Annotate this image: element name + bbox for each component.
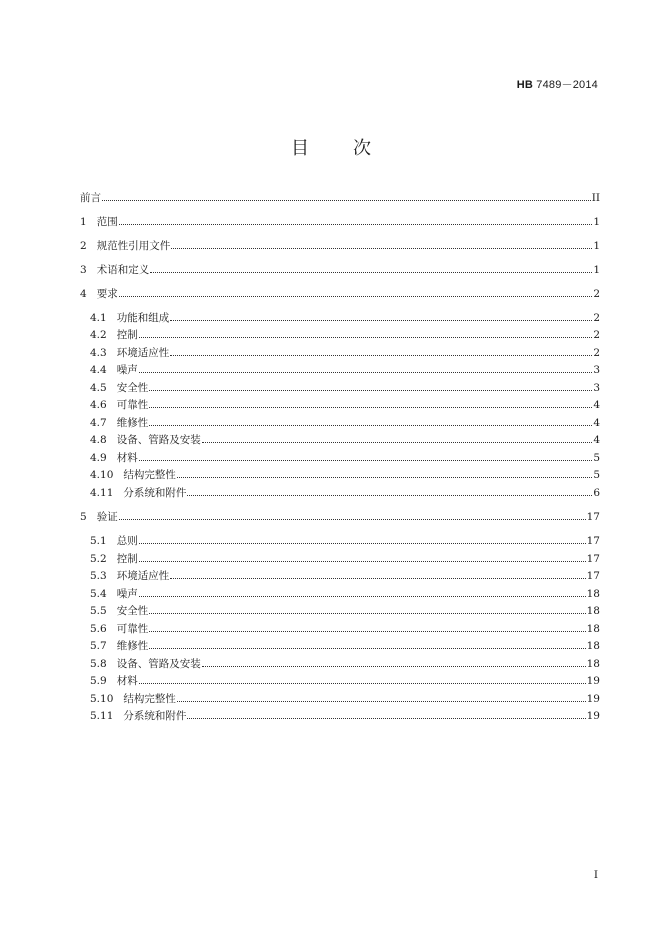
toc-label: 5.6 可靠性 (90, 623, 149, 635)
toc-page-number: 18 (586, 588, 600, 600)
toc-entry-4-7[interactable] (90, 415, 600, 429)
page-title (0, 134, 662, 160)
toc-page-number: 17 (586, 553, 600, 565)
toc-entry-4-9[interactable] (90, 450, 600, 464)
toc-leader (139, 460, 593, 461)
toc-label: 4.9 材料 (90, 452, 138, 464)
toc-page-number: 2 (593, 347, 600, 359)
toc-label: 5.1 总则 (90, 535, 138, 547)
toc-label: 5.2 控制 (90, 553, 138, 565)
toc-entry-5-4[interactable] (90, 586, 600, 600)
toc-entry-5-11[interactable] (90, 708, 600, 722)
toc-label: 4.6 可靠性 (90, 399, 149, 411)
toc-entry-2[interactable] (80, 238, 600, 252)
toc-page-number: 5 (593, 469, 600, 481)
toc-page-number: 5 (593, 452, 600, 464)
toc-page-number: 1 (593, 240, 600, 252)
toc-label: 1 范围 (80, 216, 118, 228)
toc-entry-4[interactable] (80, 286, 600, 300)
toc-entry-4-11[interactable] (90, 485, 600, 499)
toc-label: 4.3 环境适应性 (90, 347, 170, 359)
toc-page-number: 2 (593, 329, 600, 341)
toc-leader (150, 272, 592, 273)
page-number: I (593, 869, 598, 881)
toc-label: 5.8 设备、管路及安装 (90, 658, 201, 670)
toc-entry-5-1[interactable] (90, 533, 600, 547)
toc-page-number: 18 (586, 640, 600, 652)
toc-leader (187, 718, 585, 719)
toc-page-number: 19 (586, 693, 600, 705)
toc-leader (149, 613, 585, 614)
toc-label: 4.7 维修性 (90, 417, 149, 429)
toc-entry-5-8[interactable] (90, 656, 600, 670)
toc-leader (119, 224, 593, 225)
toc-entry-3[interactable] (80, 262, 600, 276)
toc-leader (177, 477, 592, 478)
toc-leader (149, 648, 585, 649)
toc-leader (149, 425, 592, 426)
toc-entry-5[interactable] (80, 509, 600, 523)
toc-entry-4-2[interactable] (90, 327, 600, 341)
standard-code (517, 76, 598, 92)
toc-page-number: 1 (593, 264, 600, 276)
toc-label: 2 规范性引用文件 (80, 240, 171, 252)
toc-leader (170, 320, 592, 321)
toc-leader (139, 683, 586, 684)
toc-entry-4-5[interactable] (90, 380, 600, 394)
toc-label: 5.5 安全性 (90, 605, 149, 617)
toc-leader (202, 666, 586, 667)
toc-leader (119, 296, 593, 297)
toc-label: 4.11 分系统和附件 (90, 487, 187, 499)
toc-leader (102, 200, 591, 201)
toc-entry-5-5[interactable] (90, 603, 600, 617)
toc-label: 5.7 维修性 (90, 640, 149, 652)
toc-page-number: 6 (593, 487, 600, 499)
toc-page-number: 18 (586, 658, 600, 670)
toc-entry-5-3[interactable] (90, 568, 600, 582)
toc-page-number: 18 (586, 605, 600, 617)
toc-entry-5-7[interactable] (90, 638, 600, 652)
toc-entry-5-10[interactable] (90, 691, 600, 705)
toc-page-number: 17 (586, 511, 600, 523)
toc-leader (139, 561, 586, 562)
toc-entry-4-4[interactable] (90, 362, 600, 376)
toc-label: 5.4 噪声 (90, 588, 138, 600)
toc-entry-4-8[interactable] (90, 432, 600, 446)
toc-label: 4.5 安全性 (90, 382, 149, 394)
toc-entry-5-6[interactable] (90, 621, 600, 635)
toc-label: 4.1 功能和组成 (90, 312, 170, 324)
toc-page-number: 2 (593, 312, 600, 324)
toc-entry-1[interactable] (80, 214, 600, 228)
toc-label: 4.8 设备、管路及安装 (90, 434, 201, 446)
toc-page-number: 17 (586, 570, 600, 582)
toc-page-number: 19 (586, 675, 600, 687)
toc-label: 前言 (80, 192, 101, 204)
toc-leader (202, 442, 593, 443)
toc-leader (139, 596, 586, 597)
toc-label: 4.10 结构完整性 (90, 469, 176, 481)
toc-leader (149, 390, 592, 391)
toc-leader (170, 578, 585, 579)
page-title-char-2: 次 (353, 138, 371, 159)
toc-page-number: 3 (593, 382, 600, 394)
toc-leader (139, 337, 593, 338)
standard-code-number: 7489－2014 (536, 79, 598, 91)
toc-entry-4-3[interactable] (90, 345, 600, 359)
toc-page-number: 4 (593, 434, 600, 446)
toc-page-number: 17 (586, 535, 600, 547)
toc-page-number: 3 (593, 364, 600, 376)
toc-leader (149, 631, 585, 632)
toc-label: 4 要求 (80, 288, 118, 300)
toc-label: 4.4 噪声 (90, 364, 138, 376)
standard-code-prefix: HB (516, 79, 533, 91)
toc-leader (171, 248, 592, 249)
toc-label: 3 术语和定义 (80, 264, 150, 276)
toc-leader (139, 372, 593, 373)
toc-leader (170, 355, 592, 356)
toc-label: 5.10 结构完整性 (90, 693, 176, 705)
toc-label: 4.2 控制 (90, 329, 138, 341)
toc-label: 5 验证 (80, 511, 118, 523)
toc-entry-5-9[interactable] (90, 673, 600, 687)
toc-entry-4-10[interactable] (90, 467, 600, 481)
toc-page-number: 4 (593, 417, 600, 429)
toc-label: 5.9 材料 (90, 675, 138, 687)
toc-page-number: 2 (593, 288, 600, 300)
toc-leader (187, 495, 592, 496)
toc-label: 5.3 环境适应性 (90, 570, 170, 582)
toc-page-number: 18 (586, 623, 600, 635)
toc-page-number: 1 (593, 216, 600, 228)
toc-leader (139, 543, 586, 544)
toc-page-number: II (591, 192, 600, 204)
toc-leader (177, 701, 586, 702)
toc-page-number: 4 (593, 399, 600, 411)
toc-entry-foreword[interactable] (80, 190, 600, 204)
toc-page-number: 19 (586, 710, 600, 722)
toc-leader (149, 407, 592, 408)
toc-entry-4-6[interactable] (90, 397, 600, 411)
toc-leader (119, 519, 586, 520)
page-title-char-1: 目 (291, 138, 309, 159)
toc-entry-4-1[interactable] (90, 310, 600, 324)
toc-label: 5.11 分系统和附件 (90, 710, 187, 722)
toc-entry-5-2[interactable] (90, 551, 600, 565)
